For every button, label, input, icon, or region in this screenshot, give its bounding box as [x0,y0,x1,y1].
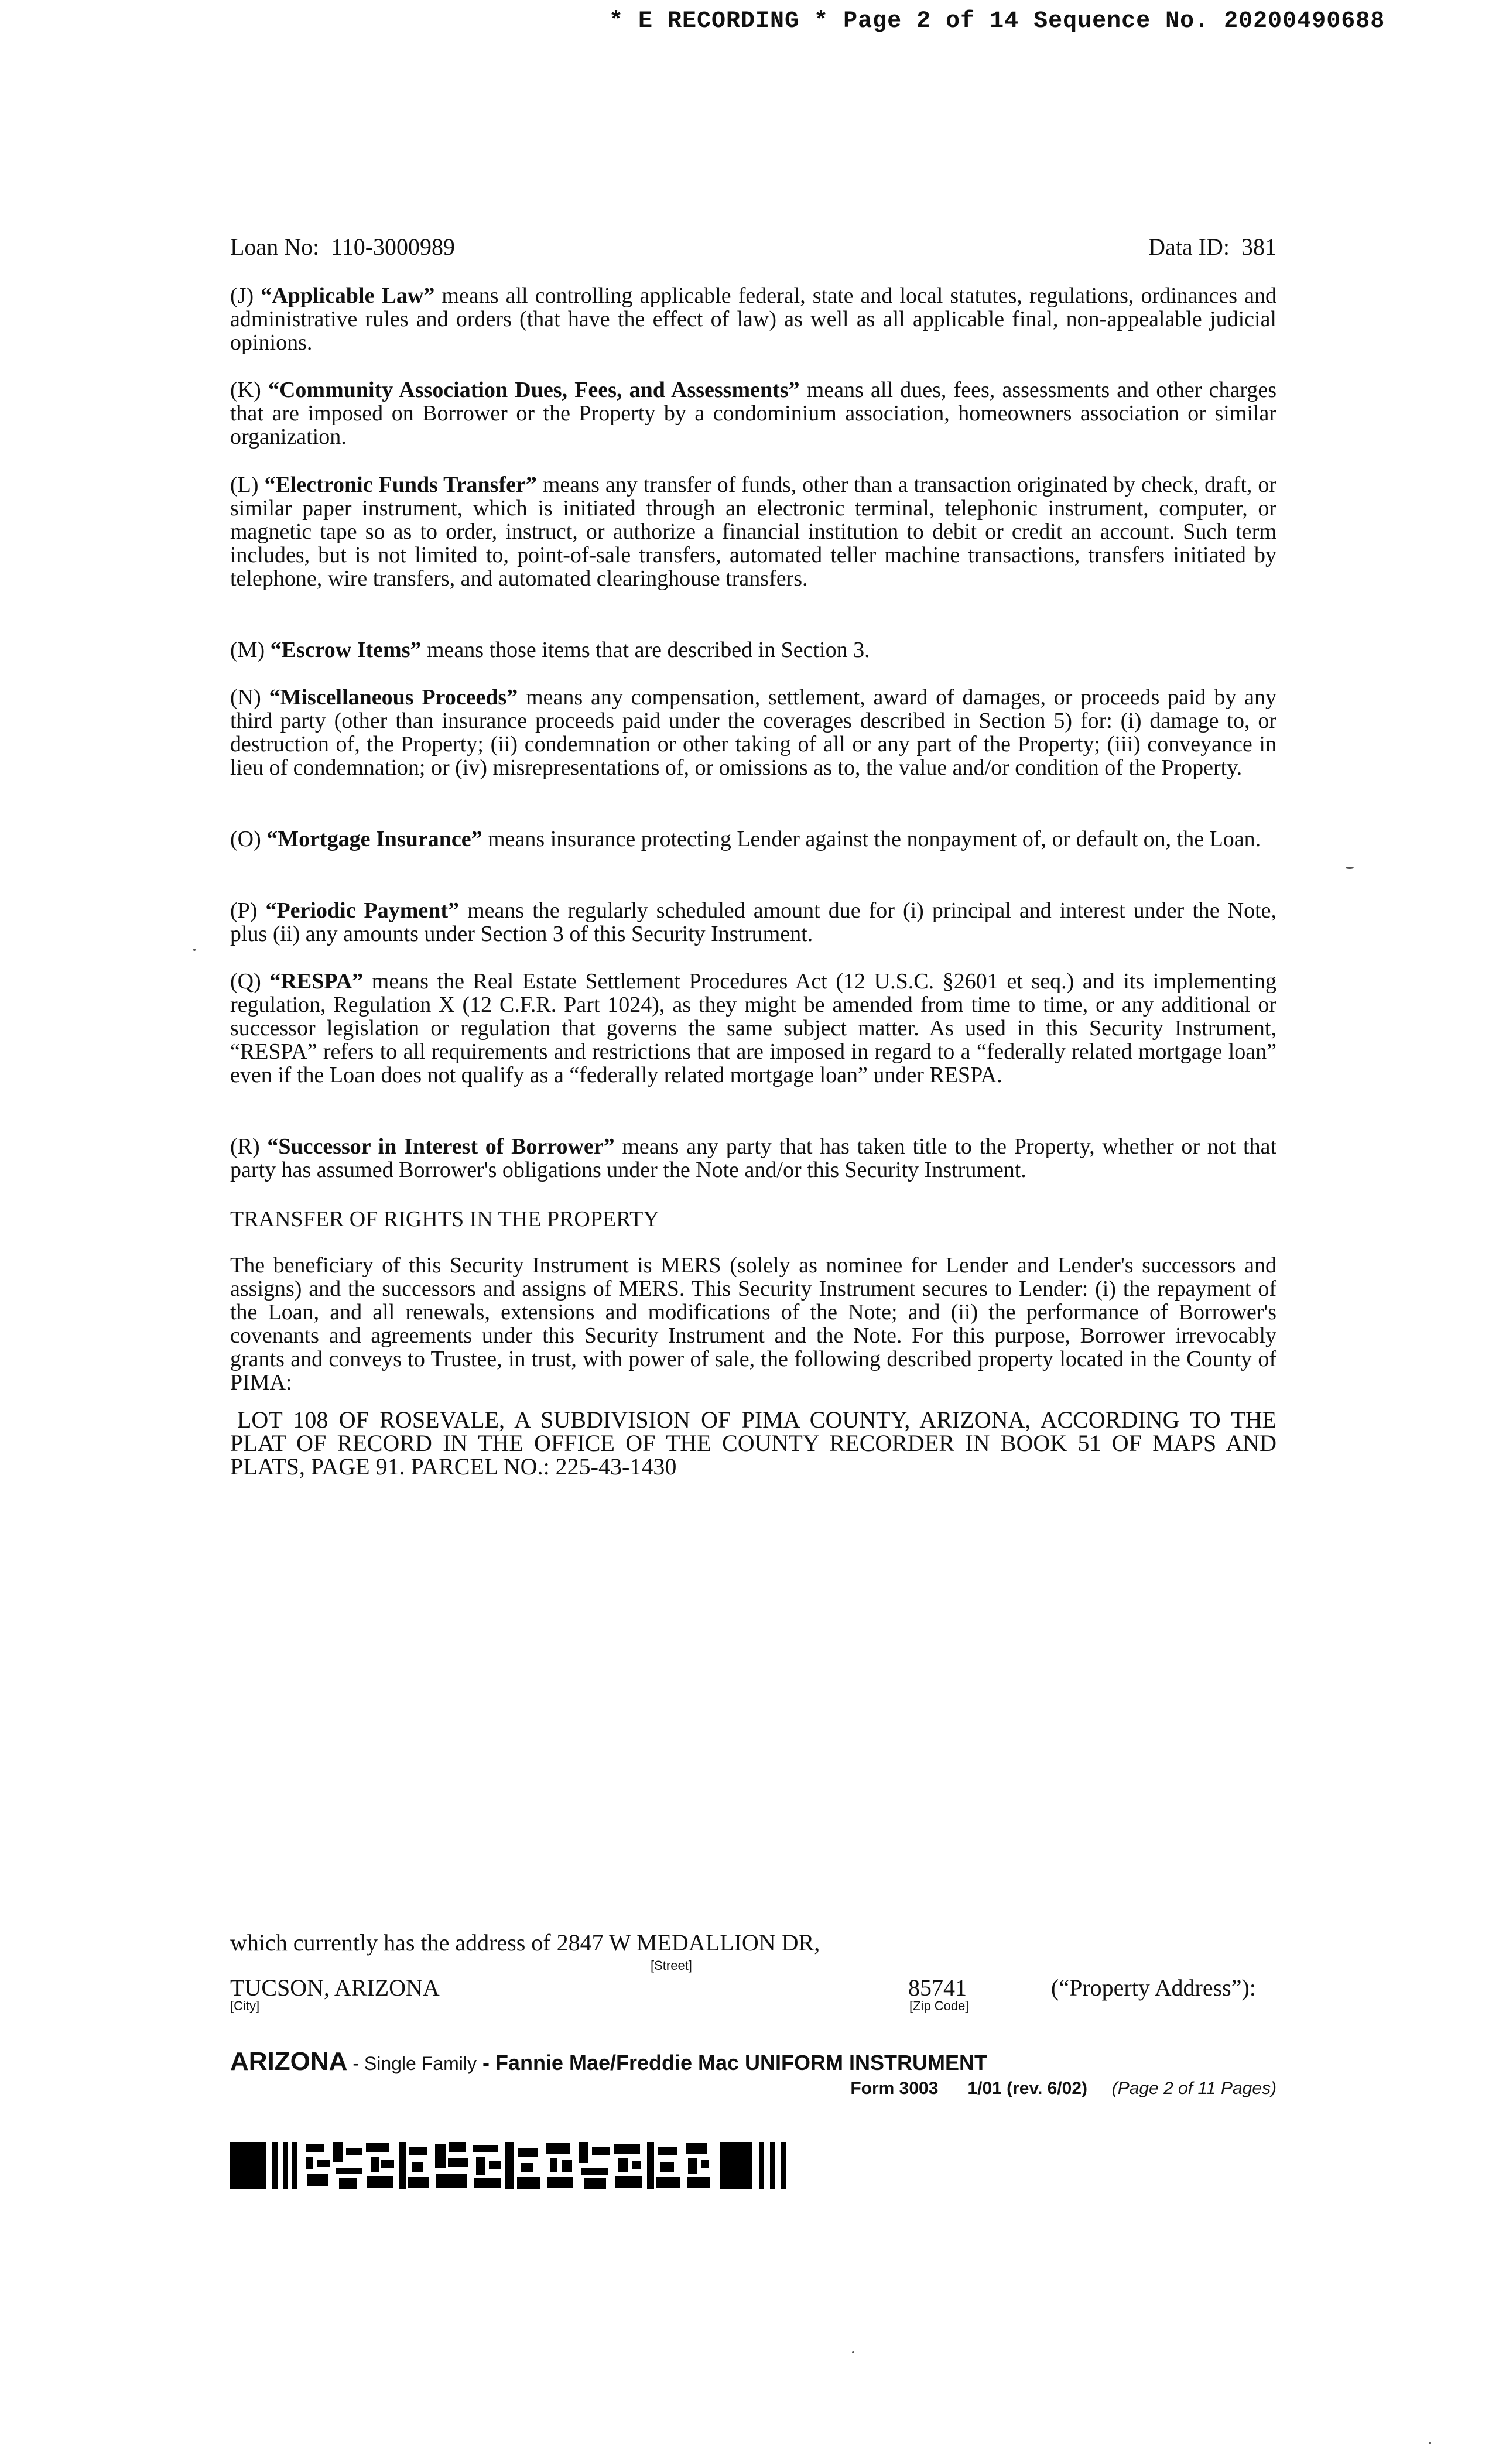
definition-text: means any transfer of funds, other than a transaction originated by check, draft, or similar paper instrument, which is initiated through an electronic terminal, telephonic instrument, computer, or magnetic tape so as to order, instruct, or authorize a financial institution to debit or credit an account. Such term includes, but is not limited to, point-of-sale transfers, automated teller machine transactions, transfers initiated by telephone, wire transfers, and automated clearinghouse transfers. [230,473,1277,591]
form-number-line [792,2079,1276,2099]
definition-term: “Periodic Payment” [265,898,460,923]
form-state: ARIZONA [230,2047,348,2076]
legal-description [230,1408,1276,1479]
address-line [230,1929,820,1956]
scan-mark [1346,867,1354,869]
definition-letter: (N) [230,685,261,710]
definition-term: “Miscellaneous Proceeds” [269,685,518,710]
form-separator: - [347,2053,364,2074]
definition-m [230,638,1276,662]
transfer-heading: TRANSFER OF RIGHTS IN THE PROPERTY [230,1207,659,1231]
definition-term: “Community Association Dues, Fees, and Assessments” [268,378,800,402]
address-intro: which currently has the address of [230,1929,551,1956]
definition-text: means insurance protecting Lender against the nonpayment of, or default on, the Loan. [482,827,1261,851]
definition-letter: (J) [230,283,254,308]
definition-letter: (M) [230,638,265,662]
definition-term: “Successor in Interest of Borrower” [267,1134,615,1159]
form-number: Form 3003 [850,2079,939,2098]
definition-term: “Electronic Funds Transfer” [264,473,537,497]
definition-term: “Applicable Law” [261,283,435,308]
definition-term: “RESPA” [269,969,364,994]
form-instrument: Fannie Mae/Freddie Mac UNIFORM INSTRUMENT [495,2051,988,2075]
data-id [1148,233,1276,261]
scan-mark [852,2351,854,2353]
definition-n [230,686,1276,779]
transfer-paragraph: The beneficiary of this Security Instrument is MERS (solely as nominee for Lender and Lender's successors and assigns) and the successors and assigns of MERS. This Security Instrument secures to Lender: (i) the repayment of the Loan, and all renewals, extensions and modifications of the Note; and (ii) the performance of Borrower's covenants and agreements under this Security Instrument and the Note. For this purpose, Borrower irrevocably grants and conveys to Trustee, in trust, with power of sale, the following described property located in the County of PIMA: [230,1253,1276,1395]
form-type: Single Family [364,2053,477,2074]
property-address-label: (“Property Address”): [1051,1974,1256,2001]
scan-mark [1429,2442,1431,2444]
recording-header: * E RECORDING * Page 2 of 14 Sequence No. 20200490688 [609,8,1385,35]
scan-mark [193,949,196,951]
definition-text: means any party that has taken title to the Property, whether or not that party has assumed Borrower's obligations under the Note and/or this Security Instrument. [230,1134,1276,1182]
definition-letter: (L) [230,473,259,497]
definition-text: means all dues, fees, assessments and other charges that are imposed on Borrower or the Property by a condominium association, homeowners association or similar organization. [230,378,1277,449]
definition-term: “Mortgage Insurance” [266,827,482,851]
definition-text: means any compensation, settlement, award of damages, or proceeds paid by any third party (other than insurance proceeds paid under the coverages described in Section 5) for: (i) damage to, or destruction of, the Property; (ii) condemnation or other taking of all or any part of the Property; (iii) conveyance in lieu of condemnation; or (iv) misrepresentations of, or omissions as to, the value and/or condition of the Property. [230,685,1277,780]
form-page: (Page 2 of 11 Pages) [1111,2079,1276,2098]
definition-text: means the Real Estate Settlement Procedures Act (12 U.S.C. §2601 et seq.) and its implementing regulation, Regulation X (12 C.F.R. Part 1024), as they might be amended from time to time, or any additional or successor legislation or regulation that governs the same subject matter. As used in this Security Instrument, “RESPA” refers to all requirements and restrictions that are imposed in regard to a “federally related mortgage loan” even if the Loan does not qualify as a “federally related mortgage loan” under RESPA. [230,969,1276,1087]
legal-description-text: LOT 108 OF ROSEVALE, A SUBDIVISION OF PIMA COUNTY, ARIZONA, ACCORDING TO THE PLAT OF RECORD IN THE OFFICE OF THE COUNTY RECORDER IN BOOK 51 OF MAPS AND PLATS, PAGE 91. PARCEL NO.: 225-43-1430 [230,1406,1276,1480]
definition-letter: (R) [230,1134,260,1159]
data-id-value: 381 [1241,234,1276,260]
definition-o [230,827,1276,851]
loan-number [230,233,455,261]
definition-text: means all controlling applicable federal, state and local statutes, regulations, ordinances and administrative rules and orders (that have the effect of law) as well as all applicable final, non-appealable judicial opinions. [230,283,1276,355]
definition-letter: (Q) [230,969,261,994]
street-label: [Street] [651,1958,692,1973]
definition-p [230,899,1276,946]
zip-label: [Zip Code] [909,1998,969,2013]
barcode-image [230,2142,798,2189]
loan-info-line [230,233,1276,268]
definition-j [230,284,1276,354]
definition-text: means those items that are described in Section 3. [421,638,870,662]
definition-q [230,970,1276,1087]
loan-label: Loan No: [230,234,320,260]
definition-l [230,473,1276,590]
city-label: [City] [230,1998,260,2013]
address-zip: 85741 [908,1974,967,2001]
loan-number-value: 110-3000989 [331,234,456,260]
definition-letter: (K) [230,378,261,402]
form-date: 1/01 (rev. 6/02) [967,2079,1088,2098]
address-street: 2847 W MEDALLION DR, [556,1929,820,1956]
definition-text: means the regularly scheduled amount due for (i) principal and interest under the Note, plus (ii) any amounts under Section 3 of this Security Instrument. [230,898,1276,946]
form-title [230,2047,987,2076]
definition-term: “Escrow Items” [270,638,422,662]
definition-letter: (P) [230,898,258,923]
address-city: TUCSON, ARIZONA [230,1974,440,2001]
definition-k [230,378,1276,449]
definition-letter: (O) [230,827,261,851]
form-separator: - [476,2051,495,2075]
definition-r [230,1135,1276,1182]
data-id-label: Data ID: [1148,234,1230,260]
